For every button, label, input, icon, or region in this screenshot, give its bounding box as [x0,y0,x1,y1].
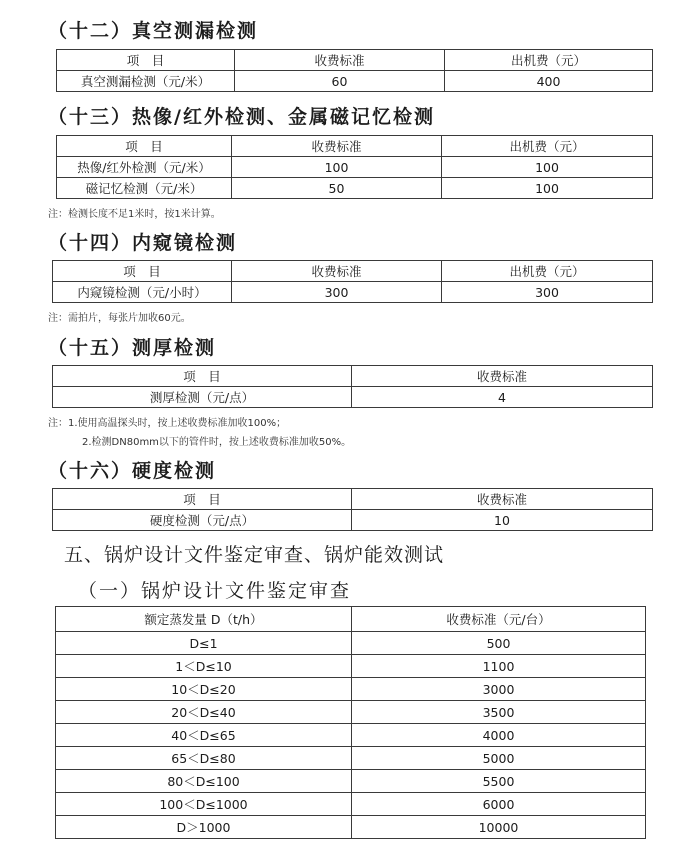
cell-item: 热像/红外检测（元/米） [57,157,232,178]
table-row [56,747,646,770]
header-fee-standard: 收费标准 [352,489,653,510]
table-row [53,510,653,531]
table-row [56,770,646,793]
table-row [57,71,653,92]
table-row [56,793,646,816]
table-row [53,282,653,303]
table-row [53,387,653,408]
cell-item: 磁记忆检测（元/米） [57,178,232,199]
table-thickness [52,365,653,408]
header-item: 项 目 [53,489,352,510]
header-fee-standard: 收费标准 [232,136,442,157]
header-item: 项 目 [53,261,232,282]
table-row [56,632,646,655]
cell-machine-fee: 400 [445,71,653,92]
table-row [56,701,646,724]
header-machine-fee: 出机费（元） [442,136,653,157]
table-endoscope [52,260,653,303]
section-title-hardness: （十六）硬度检测 [48,460,217,482]
cell-fee: 10 [352,510,653,531]
cell-fee: 100 [232,157,442,178]
cell-fee: 500 [352,632,646,655]
cell-range: D＞1000 [56,816,352,839]
table-row [56,678,646,701]
cell-fee: 10000 [352,816,646,839]
header-fee-standard: 收费标准（元/台） [352,607,646,632]
cell-machine-fee: 300 [442,282,653,303]
cell-machine-fee: 100 [442,157,653,178]
header-item: 项 目 [57,50,235,71]
table-header-row [56,607,646,632]
note-thermal: 注：检测长度不足1米时，按1米计算。 [48,209,221,220]
table-header-row [57,136,653,157]
cell-fee: 3500 [352,701,646,724]
cell-fee: 50 [232,178,442,199]
table-header-row [57,50,653,71]
cell-range: 20＜D≤40 [56,701,352,724]
section-title-thickness: （十五）测厚检测 [48,337,217,359]
cell-fee: 6000 [352,793,646,816]
header-machine-fee: 出机费（元） [445,50,653,71]
header-item: 项 目 [57,136,232,157]
table-vacuum-leak [56,49,653,92]
header-item: 项 目 [53,366,352,387]
cell-item: 真空测漏检测（元/米） [57,71,235,92]
cell-item: 内窥镜检测（元/小时） [53,282,232,303]
table-header-row [53,261,653,282]
header-fee-standard: 收费标准 [352,366,653,387]
cell-fee: 1100 [352,655,646,678]
section-title-vacuum-leak: （十二）真空测漏检测 [48,20,259,42]
table-header-row [53,489,653,510]
cell-range: 40＜D≤65 [56,724,352,747]
cell-machine-fee: 100 [442,178,653,199]
table-thermal-magnetic [56,135,653,199]
table-header-row [53,366,653,387]
cell-range: 80＜D≤100 [56,770,352,793]
cell-range: 10＜D≤20 [56,678,352,701]
cell-item: 测厚检测（元/点） [53,387,352,408]
cell-range: D≤1 [56,632,352,655]
chapter-title-boiler: 五、锅炉设计文件鉴定审查、锅炉能效测试 [64,544,445,566]
header-machine-fee: 出机费（元） [442,261,653,282]
cell-item: 硬度检测（元/点） [53,510,352,531]
cell-fee: 4 [352,387,653,408]
note-thickness-1: 注：1.使用高温探头时，按上述收费标准加收100%； [48,418,287,429]
note-thickness-2: 2.检测DN80mm以下的管件时，按上述收费标准加收50%。 [82,437,352,448]
cell-range: 1＜D≤10 [56,655,352,678]
header-fee-standard: 收费标准 [235,50,445,71]
cell-range: 100＜D≤1000 [56,793,352,816]
cell-fee: 60 [235,71,445,92]
note-endoscope: 注：需拍片，每张片加收60元。 [48,313,191,324]
section-title-boiler-design: （一）锅炉设计文件鉴定审查 [78,580,352,602]
table-row [56,816,646,839]
section-title-endoscope: （十四）内窥镜检测 [48,232,238,254]
table-hardness [52,488,653,531]
table-row [56,724,646,747]
cell-fee: 4000 [352,724,646,747]
section-title-thermal-magnetic: （十三）热像/红外检测、金属磁记忆检测 [48,106,435,128]
table-row [57,157,653,178]
cell-fee: 5000 [352,747,646,770]
cell-fee: 300 [232,282,442,303]
table-row [57,178,653,199]
table-row [56,655,646,678]
cell-fee: 3000 [352,678,646,701]
cell-fee: 5500 [352,770,646,793]
header-evaporation: 额定蒸发量 D（t/h） [56,607,352,632]
table-boiler-design [55,606,646,839]
header-fee-standard: 收费标准 [232,261,442,282]
cell-range: 65＜D≤80 [56,747,352,770]
